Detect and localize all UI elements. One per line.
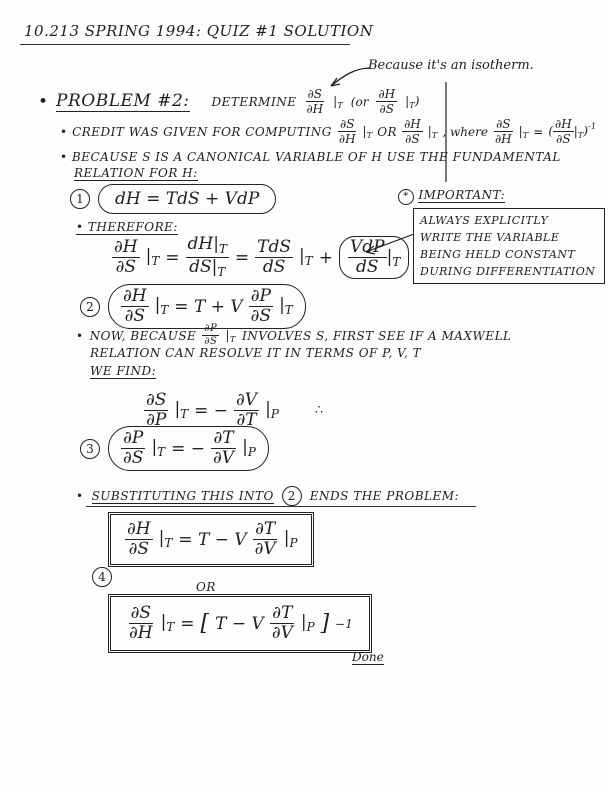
therefore-label: • THEREFORE: bbox=[76, 220, 178, 234]
equation-3-row bbox=[80, 426, 269, 471]
where-text: , where bbox=[442, 124, 488, 139]
title-underline bbox=[20, 44, 350, 45]
inverse-expression: ( $\frac{\partial H}{\partial S}$ $|_T)^{-1}$ bbox=[548, 117, 597, 146]
credit-frac-2: $\frac{\partial H}{\partial S}$ bbox=[404, 117, 421, 146]
substituting-line: • SUBSTITUTING THIS INTO 2 ENDS THE PROBLEM: bbox=[76, 486, 459, 506]
eq1-number: 1 bbox=[70, 189, 90, 209]
important-heading: * IMPORTANT: bbox=[398, 188, 505, 205]
equation-1: dH = TdS + VdP bbox=[98, 184, 276, 214]
where-frac: $\frac{\partial S}{\partial H}$ bbox=[494, 117, 512, 146]
because-line-2: RELATION FOR H: bbox=[74, 166, 198, 180]
credit-or: OR bbox=[377, 124, 398, 139]
maxwell-relation: $\frac{\partial S}{\partial P}$ $|_T$ = − $\frac{\partial V}{\partial T}$ $|_P$ ∴ bbox=[146, 390, 324, 430]
now-line-1: • NOW, BECAUSE $\frac{\partial P}{\partial S}$ $|_T$ INVOLVES S, FIRST SEE IF A MAXWELL bbox=[76, 323, 512, 347]
equation-3: $\frac{\partial P}{\partial S}$ $|_T$ = − $\frac{\partial T}{\partial V}$ $|_P$ bbox=[108, 426, 269, 471]
therefore-equation: $\frac{\partial H}{\partial S}$ $|_T$ = $\frac{dH|_T}{dS|_T}$ = $\frac{\text{TdS}}{dS}$ $|_T$ + $\frac{\text{VdP}}{dS}$ $|_T$ bbox=[112, 236, 409, 279]
important-line-3: BEING HELD CONSTANT bbox=[420, 248, 576, 261]
eq2-number: 2 bbox=[80, 297, 100, 317]
result-equation-2: $\frac{\partial S}{\partial H}$ $|_T$ = [ T − V $\frac{\partial T}{\partial V}$ $|_P$ ] −1 bbox=[108, 594, 372, 653]
isotherm-annotation: Because it's an isotherm. bbox=[368, 58, 534, 73]
substituting-underline bbox=[86, 506, 476, 507]
paren-or: (or bbox=[350, 94, 369, 109]
credit-line: • CREDIT WAS GIVEN FOR COMPUTING $\frac{\partial S}{\partial H}$ $|_T$ OR $\frac{\partial H}{\partial S}$ $|_T$ , where $\frac{\partial S}{\partial H}$ $|_T$ = ( $\frac{\partial H}{\partial S}$ $|_T)^{-1}$ bbox=[60, 117, 597, 146]
result-equation-1: $\frac{\partial H}{\partial S}$ $|_T$ = T − V $\frac{\partial T}{\partial V}$ $|_P$ bbox=[108, 512, 314, 567]
credit-frac-1: $\frac{\partial S}{\partial H}$ bbox=[338, 117, 356, 146]
now-line-3: WE FIND: bbox=[90, 364, 157, 378]
or-between: OR bbox=[196, 580, 216, 594]
equation-2: $\frac{\partial H}{\partial S}$ $|_T$ = T + V $\frac{\partial P}{\partial S}$ $|_T$ bbox=[108, 284, 306, 329]
eq3-number: 3 bbox=[80, 439, 100, 459]
equation-1-row bbox=[70, 184, 276, 214]
problem-label: PROBLEM #2: bbox=[56, 91, 190, 111]
important-line-1: ALWAYS EXPLICITLY bbox=[420, 214, 549, 227]
dS-dH-fraction: $\frac{\partial S}{\partial H}$ bbox=[306, 87, 324, 116]
const-T: $|_T$ bbox=[333, 93, 343, 110]
now-line-2: RELATION CAN RESOLVE IT IN TERMS OF P, V, T bbox=[90, 346, 422, 360]
equation-2-row bbox=[80, 284, 306, 329]
problem-line: • PROBLEM #2: DETERMINE $\frac{\partial S}{\partial H}$ $|_T$ (or $\frac{\partial H}{\partial S}$ $|_T$) bbox=[38, 87, 420, 116]
or-label: or bbox=[355, 94, 369, 109]
credit-text: CREDIT WAS GIVEN FOR COMPUTING bbox=[72, 124, 332, 139]
quiz-title: 10.213 SPRING 1994: QUIZ #1 SOLUTION bbox=[24, 22, 374, 40]
important-line-4: DURING DIFFERENTIATION bbox=[420, 265, 596, 278]
equation-4-marker: 4 bbox=[92, 566, 112, 587]
because-line-1: • BECAUSE S IS A CANONICAL VARIABLE OF H USE THE FUNDAMENTAL bbox=[60, 150, 561, 164]
important-line-2: WRITE THE VARIABLE bbox=[420, 231, 560, 244]
important-box bbox=[413, 208, 605, 284]
done-label: Done bbox=[352, 650, 384, 664]
dH-dS-fraction: $\frac{\partial H}{\partial S}$ bbox=[378, 87, 396, 116]
determine-word: DETERMINE bbox=[211, 94, 297, 109]
